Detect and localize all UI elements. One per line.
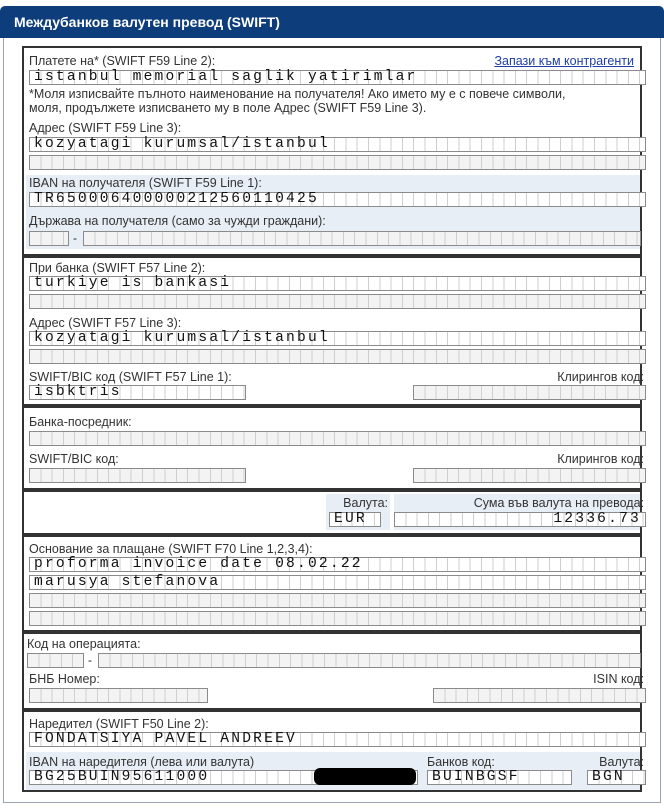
- amount-value: 12336.73: [553, 511, 641, 527]
- orderer-currency-field[interactable]: [587, 770, 646, 785]
- beneficiary-name-label: Платете на* (SWIFT F59 Line 2):: [29, 54, 216, 68]
- operation-code-field-1[interactable]: [27, 653, 84, 668]
- reason-line3-field[interactable]: [29, 593, 646, 608]
- reason-line2-field[interactable]: [29, 575, 646, 590]
- operation-code-label: Код на операцията:: [27, 637, 141, 651]
- orderer-name-value: FONDATSIYA PAVEL ANDREEV: [34, 731, 297, 747]
- bank-bic-value: isbktris: [34, 384, 122, 400]
- redaction-mark: [314, 768, 416, 785]
- orderer-iban-label: IBAN на наредителя (лева или валута): [29, 755, 255, 769]
- beneficiary-note-line2: моля, продължете изписването му в поле Адрес (SWIFT F59 Line 3).: [29, 101, 427, 115]
- orderer-name-field[interactable]: [29, 732, 646, 747]
- save-to-contacts-link[interactable]: Запази към контрагенти: [494, 54, 634, 68]
- country-separator: -: [73, 231, 77, 245]
- currency-field[interactable]: [329, 512, 381, 527]
- bank-address-value: kozyatagi kurumsal/istanbul: [34, 330, 330, 346]
- reason-line1-field[interactable]: [29, 557, 646, 572]
- bank-clearing-label: Клирингов код:: [557, 370, 644, 384]
- amount-section: [22, 490, 642, 535]
- beneficiary-country-name-field[interactable]: [83, 231, 641, 246]
- bnb-number-field[interactable]: [29, 688, 208, 703]
- orderer-name-label: Наредител (SWIFT F50 Line 2):: [29, 717, 209, 731]
- currency-value: EUR: [334, 511, 367, 527]
- bank-address-field-1[interactable]: [29, 331, 646, 346]
- intermediary-section: [22, 406, 642, 490]
- bank-bic-label: SWIFT/BIC код (SWIFT F57 Line 1):: [29, 370, 232, 384]
- beneficiary-section: [22, 46, 642, 256]
- isin-field[interactable]: [433, 688, 646, 703]
- orderer-bank-code-value: BUINBGSF: [432, 769, 520, 785]
- beneficiary-iban-value: TR650006400000212560110425: [34, 191, 319, 207]
- bank-address-field-2[interactable]: [29, 349, 646, 364]
- orderer-section: [22, 710, 642, 792]
- currency-label: Валута:: [343, 496, 388, 510]
- intermediary-bic-field[interactable]: [29, 468, 246, 483]
- beneficiary-name-field[interactable]: [29, 70, 646, 85]
- bank-clearing-field[interactable]: [413, 385, 646, 400]
- reason-label: Основание за плащане (SWIFT F70 Line 1,2,3,4):: [29, 542, 313, 556]
- bank-address-label: Адрес (SWIFT F57 Line 3):: [29, 316, 182, 330]
- window-title: Междубанков валутен превод (SWIFT): [14, 14, 280, 30]
- bank-name-field-2[interactable]: [29, 294, 646, 309]
- bank-bic-field[interactable]: [29, 385, 246, 400]
- intermediary-clearing-label: Клирингов код:: [557, 452, 644, 466]
- beneficiary-iban-field[interactable]: [29, 192, 646, 207]
- beneficiary-name-value: istanbul memorial saglik yatirimlar: [34, 69, 418, 85]
- intermediary-clearing-field[interactable]: [413, 468, 646, 483]
- beneficiary-country-label: Държава на получателя (само за чужди граждани):: [29, 214, 326, 228]
- operation-code-field-2[interactable]: [98, 653, 641, 668]
- orderer-bank-code-label: Банков код:: [427, 755, 495, 769]
- intermediary-label: Банка-посредник:: [29, 415, 132, 429]
- beneficiary-address-field-2[interactable]: [29, 155, 646, 170]
- operation-section: [22, 632, 642, 710]
- reason-line4-field[interactable]: [29, 611, 646, 626]
- isin-label: ISIN код:: [593, 672, 644, 686]
- orderer-currency-value: BGN: [592, 769, 625, 785]
- bank-name-field-1[interactable]: [29, 276, 646, 291]
- orderer-iban-value: BG25BUIN95611000: [34, 769, 210, 785]
- bank-section: [22, 256, 642, 406]
- bnb-number-label: БНБ Номер:: [29, 672, 100, 686]
- orderer-bank-code-field[interactable]: [427, 770, 572, 785]
- beneficiary-note-line1: *Моля изписвайте пълното наименование на получателя! Ако името му е с повече символи,: [29, 87, 566, 101]
- bank-name-value: turkiye is bankasi: [34, 275, 232, 291]
- bank-name-label: При банка (SWIFT F57 Line 2):: [29, 261, 206, 275]
- beneficiary-address-field-1[interactable]: [29, 137, 646, 152]
- beneficiary-iban-label: IBAN на получателя (SWIFT F59 Line 1):: [29, 176, 262, 190]
- window-titlebar: [0, 6, 664, 38]
- intermediary-bic-label: SWIFT/BIC код:: [29, 452, 119, 466]
- orderer-currency-label: Валута:: [599, 755, 644, 769]
- beneficiary-address-label: Адрес (SWIFT F59 Line 3):: [29, 121, 182, 135]
- beneficiary-country-code-field[interactable]: [29, 231, 69, 246]
- beneficiary-address-value: kozyatagi kurumsal/istanbul: [34, 136, 330, 152]
- reason-line2-value: marusya stefanova: [34, 574, 221, 590]
- reason-line1-value: proforma invoice date 08.02.22: [34, 556, 363, 572]
- intermediary-name-field[interactable]: [29, 431, 646, 446]
- operation-code-separator: -: [88, 653, 92, 667]
- reason-section: [22, 535, 642, 632]
- amount-label: Сума във валута на превода:: [473, 496, 644, 510]
- amount-field[interactable]: [394, 512, 646, 527]
